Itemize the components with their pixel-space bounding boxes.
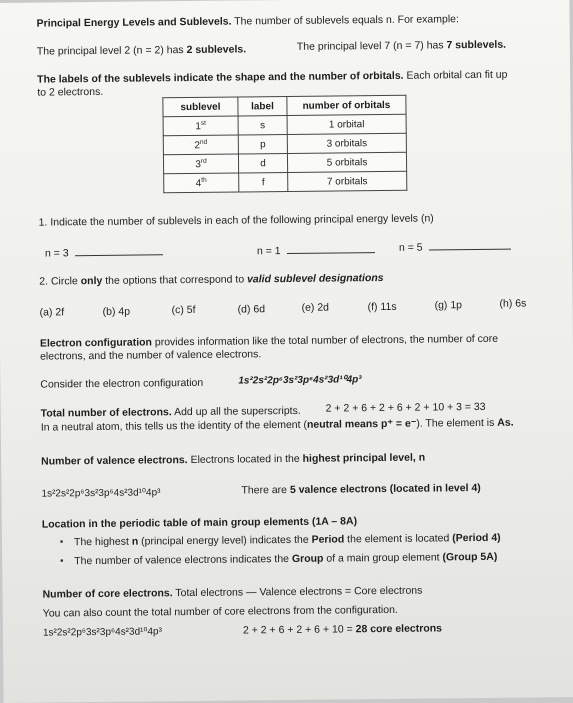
loc-n: n bbox=[131, 535, 139, 548]
loc-period: Period bbox=[311, 533, 345, 546]
col-label: label bbox=[238, 96, 287, 116]
answer-n5 bbox=[399, 241, 511, 255]
total-text: ). The element is bbox=[416, 416, 498, 430]
orbitals-cell: 5 orbitals bbox=[287, 152, 406, 172]
core-answer: 28 core electrons bbox=[355, 622, 443, 636]
example-bold: 2 sublevels. bbox=[186, 43, 247, 57]
core-sum bbox=[243, 622, 442, 637]
total-line-1 bbox=[41, 405, 301, 421]
sublevel-cell: 1st bbox=[163, 116, 238, 136]
valence-config: 1s²2s²2p⁶3s²3p⁶4s²3d¹⁰4p³ bbox=[41, 487, 161, 500]
location-bullet-1 bbox=[74, 532, 501, 549]
question-2 bbox=[39, 272, 383, 289]
label-cell: d bbox=[238, 153, 287, 173]
neutral-bold: neutral means p⁺ = e⁻ bbox=[306, 417, 417, 431]
element-answer: As. bbox=[497, 416, 514, 429]
sublevel-table bbox=[162, 95, 407, 194]
bullet-icon: ▪ bbox=[59, 536, 64, 547]
loc-group-answer: (Group 5A) bbox=[442, 550, 498, 564]
labels-text: Each orbital can fit up bbox=[403, 68, 508, 82]
example-configuration: 1s²2s²2p⁶3s²3p⁶4s²3d¹⁰4p³ bbox=[238, 374, 362, 387]
example-level-2 bbox=[37, 43, 246, 58]
valence-bold-2: highest principal level, n bbox=[302, 451, 426, 465]
valence-text: There are bbox=[241, 483, 290, 497]
location-title: Location in the periodic table of main group elements (1A – 8A) bbox=[41, 515, 358, 531]
table-row bbox=[163, 114, 406, 136]
answer-n1 bbox=[257, 244, 375, 258]
option-c[interactable]: (c) 5f bbox=[171, 303, 196, 317]
bullet-icon: ▪ bbox=[60, 555, 64, 566]
valence-count bbox=[241, 482, 480, 498]
valence-text: Electrons located in the bbox=[187, 452, 303, 467]
intro-text: The number of sublevels equals n. For example: bbox=[234, 13, 459, 28]
answer-n3 bbox=[45, 246, 163, 260]
consider-label: Consider the electron configuration bbox=[40, 376, 204, 391]
ec-bold: Electron configuration bbox=[39, 336, 152, 350]
option-g[interactable]: (g) 1p bbox=[434, 299, 463, 312]
table-row bbox=[164, 171, 407, 193]
answer-label: n = 1 bbox=[256, 245, 281, 258]
table-row bbox=[163, 133, 406, 155]
option-h[interactable]: (h) 6s bbox=[499, 297, 527, 310]
col-sublevel: sublevel bbox=[163, 97, 238, 117]
orbitals-cell: 7 orbitals bbox=[288, 171, 407, 191]
core-config: 1s²2s²2p⁶3s²3p⁶4s²3d¹⁰4p³ bbox=[42, 626, 162, 639]
example-text: The principal level 7 (n = 7) has bbox=[296, 39, 447, 53]
loc-group: Group bbox=[291, 552, 324, 565]
table-header-row bbox=[163, 95, 406, 117]
sublevel-cell: 4th bbox=[164, 173, 239, 193]
option-a[interactable]: (a) 2f bbox=[39, 306, 65, 319]
core-text: 2 + 2 + 6 + 2 + 6 + 10 = bbox=[242, 623, 356, 637]
question-1: 1. Indicate the number of sublevels in each of the following principal energy levels (n) bbox=[38, 212, 434, 229]
option-f[interactable]: (f) 11s bbox=[367, 300, 397, 314]
ec-line-1 bbox=[40, 333, 498, 351]
example-text: The principal level 2 (n = 2) has bbox=[36, 44, 187, 58]
core-text: Total electrons — Valence electrons = Core electrons bbox=[172, 584, 423, 600]
table-row bbox=[163, 152, 406, 174]
loc-text: of a main group element bbox=[323, 551, 443, 565]
col-orbitals: number of orbitals bbox=[287, 95, 406, 115]
q2-emphasis: valid sublevel designations bbox=[246, 271, 384, 286]
labels-line-2: to 2 electrons. bbox=[37, 85, 104, 99]
q2-only: only bbox=[80, 274, 103, 288]
example-level-7 bbox=[297, 39, 506, 54]
loc-text: (principal energy level) indicates the bbox=[138, 533, 312, 548]
option-b[interactable]: (b) 4p bbox=[102, 305, 131, 318]
answer-label: n = 3 bbox=[44, 247, 69, 260]
example-bold: 7 sublevels. bbox=[446, 38, 507, 52]
loc-text: The number of valence electrons indicates the bbox=[74, 552, 292, 568]
core-line-1 bbox=[42, 585, 422, 602]
option-e[interactable]: (e) 2d bbox=[301, 301, 330, 314]
section-title: Principal Energy Levels and Sublevels. bbox=[36, 15, 232, 30]
orbitals-cell: 3 orbitals bbox=[287, 133, 406, 153]
total-text: In a neutral atom, this tells us the identity of the element ( bbox=[40, 418, 307, 434]
orbitals-cell: 1 orbital bbox=[287, 114, 406, 134]
q2-text: 2. Circle bbox=[39, 275, 81, 288]
loc-text: The highest bbox=[73, 535, 132, 549]
q2-text: the options that correspond to bbox=[102, 273, 248, 287]
ec-text: provides information like the total number of electrons, the number of core bbox=[151, 332, 499, 349]
option-d[interactable]: (d) 6d bbox=[237, 303, 266, 316]
total-text: Add up all the superscripts. bbox=[171, 404, 301, 419]
label-cell: f bbox=[239, 172, 288, 192]
loc-text: the element is located bbox=[344, 532, 453, 546]
answer-blank-n3[interactable] bbox=[75, 254, 163, 256]
answer-blank-n5[interactable] bbox=[429, 249, 511, 251]
total-sum: 2 + 2 + 6 + 2 + 6 + 2 + 10 + 3 = 33 bbox=[325, 400, 486, 415]
answer-label: n = 5 bbox=[398, 241, 423, 254]
valence-line bbox=[41, 452, 425, 469]
valence-bold: Number of valence electrons. bbox=[41, 454, 188, 468]
core-bold: Number of core electrons. bbox=[42, 587, 173, 601]
label-cell: p bbox=[238, 134, 287, 154]
valence-count-bold: 5 valence electrons (located in level 4) bbox=[289, 481, 481, 496]
sublevel-cell: 3rd bbox=[163, 154, 238, 174]
answer-blank-n1[interactable] bbox=[287, 252, 375, 254]
ec-line-2: electrons, and the number of valence electrons. bbox=[39, 348, 262, 363]
label-cell: s bbox=[238, 115, 287, 135]
total-bold: Total number of electrons. bbox=[40, 406, 172, 420]
intro-line bbox=[37, 13, 459, 30]
labels-bold: The labels of the sublevels indicate the shape and the number of orbitals. bbox=[37, 69, 404, 86]
core-line-2: You can also count the total number of core electrons from the configuration. bbox=[42, 603, 398, 620]
loc-period-answer: (Period 4) bbox=[452, 531, 501, 545]
location-bullet-2 bbox=[74, 551, 497, 568]
sublevel-cell: 2nd bbox=[163, 135, 238, 155]
labels-line bbox=[37, 69, 507, 87]
